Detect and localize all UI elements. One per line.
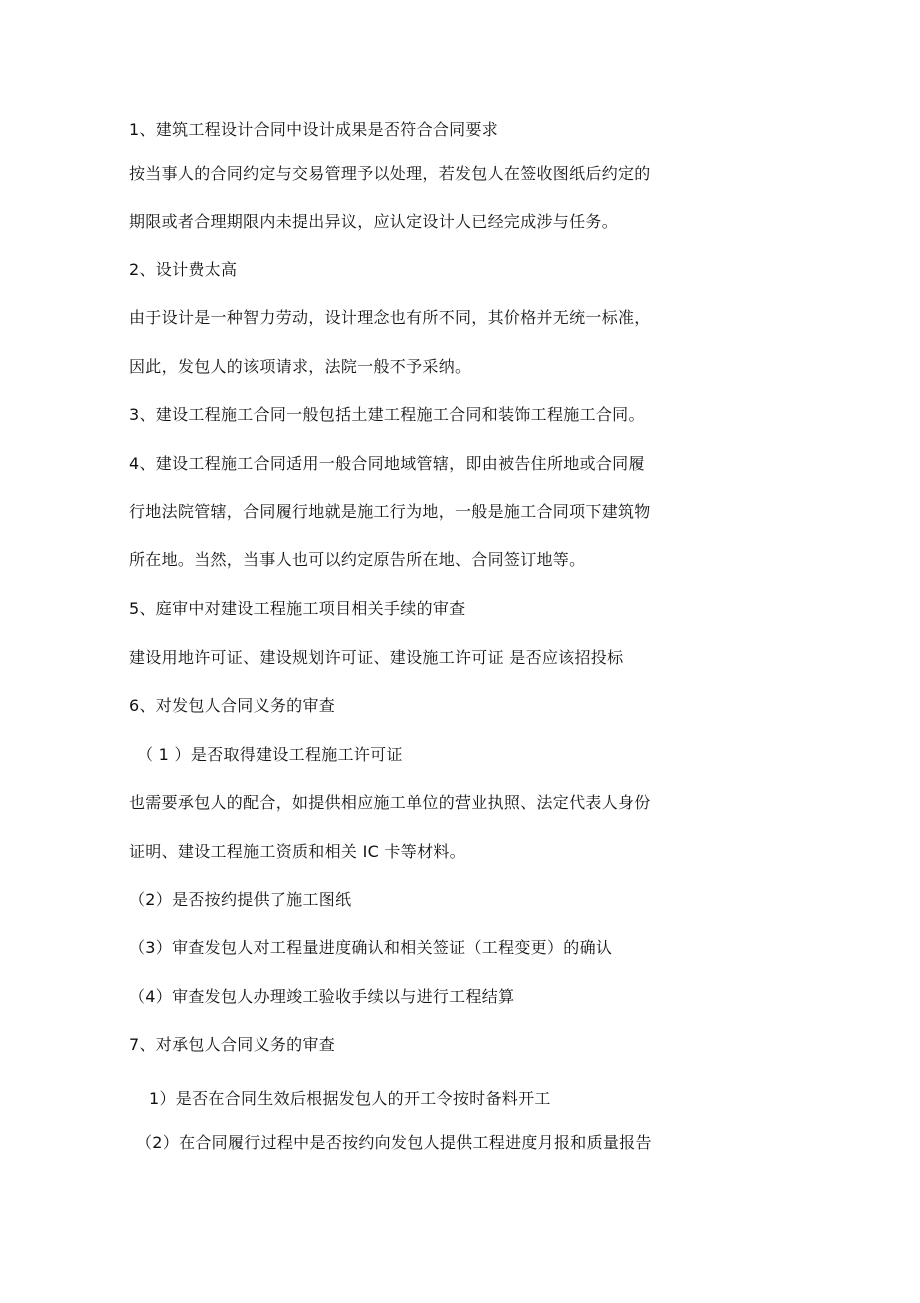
heading-7: 7、对承包人合同义务的审查 (129, 1035, 336, 1054)
heading-2: 2、设计费太高 (129, 260, 238, 279)
paragraph-line: 由于设计是一种智力劳动，设计理念也有所不同，其价格并无统一标准， (129, 308, 651, 327)
sub-item-3: （3）审查发包人对工程量进度确认和相关签证（工程变更）的确认 (129, 938, 613, 957)
heading-3: 3、建设工程施工合同一般包括土建工程施工合同和装饰工程施工合同。 (129, 405, 645, 424)
heading-6: 6、对发包人合同义务的审查 (129, 696, 336, 715)
paragraph-line: 行地法院管辖，合同履行地就是施工行为地，一般是施工合同项下建筑物 (129, 502, 651, 521)
paragraph-line: 也需要承包人的配合，如提供相应施工单位的营业执照、法定代表人身份 (129, 793, 651, 812)
heading-1: 1、建筑工程设计合同中设计成果是否符合合同要求 (129, 120, 499, 139)
paragraph-line: 建设用地许可证、建设规划许可证、建设施工许可证 是否应该招投标 (129, 648, 624, 667)
sub-item-7-1: 1）是否在合同生效后根据发包人的开工令按时备料开工 (149, 1089, 551, 1108)
sub-item-4: （4）审查发包人办理竣工验收手续以与进行工程结算 (129, 987, 515, 1006)
paragraph-line: 按当事人的合同约定与交易管理予以处理，若发包人在签收图纸后约定的 (129, 164, 651, 183)
sub-item-7-2: （2）在合同履行过程中是否按约向发包人提供工程进度月报和质量报告 (136, 1133, 652, 1152)
paragraph-line: 期限或者合理期限内未提出异议，应认定设计人已经完成涉与任务。 (129, 212, 619, 231)
paragraph-line: 因此，发包人的该项请求，法院一般不予采纳。 (129, 357, 472, 376)
heading-4: 4、建设工程施工合同适用一般合同地域管辖，即由被告住所地或合同履 (129, 454, 645, 473)
heading-5: 5、庭审中对建设工程施工项目相关手续的审查 (129, 599, 466, 618)
paragraph-line: 所在地。当然，当事人也可以约定原告所在地、合同签订地等。 (129, 550, 586, 569)
sub-item-1: （ 1 ）是否取得建设工程施工许可证 (137, 745, 403, 764)
sub-item-2: （2）是否按约提供了施工图纸 (129, 890, 352, 909)
paragraph-line: 证明、建设工程施工资质和相关 IC 卡等材料。 (129, 842, 466, 861)
